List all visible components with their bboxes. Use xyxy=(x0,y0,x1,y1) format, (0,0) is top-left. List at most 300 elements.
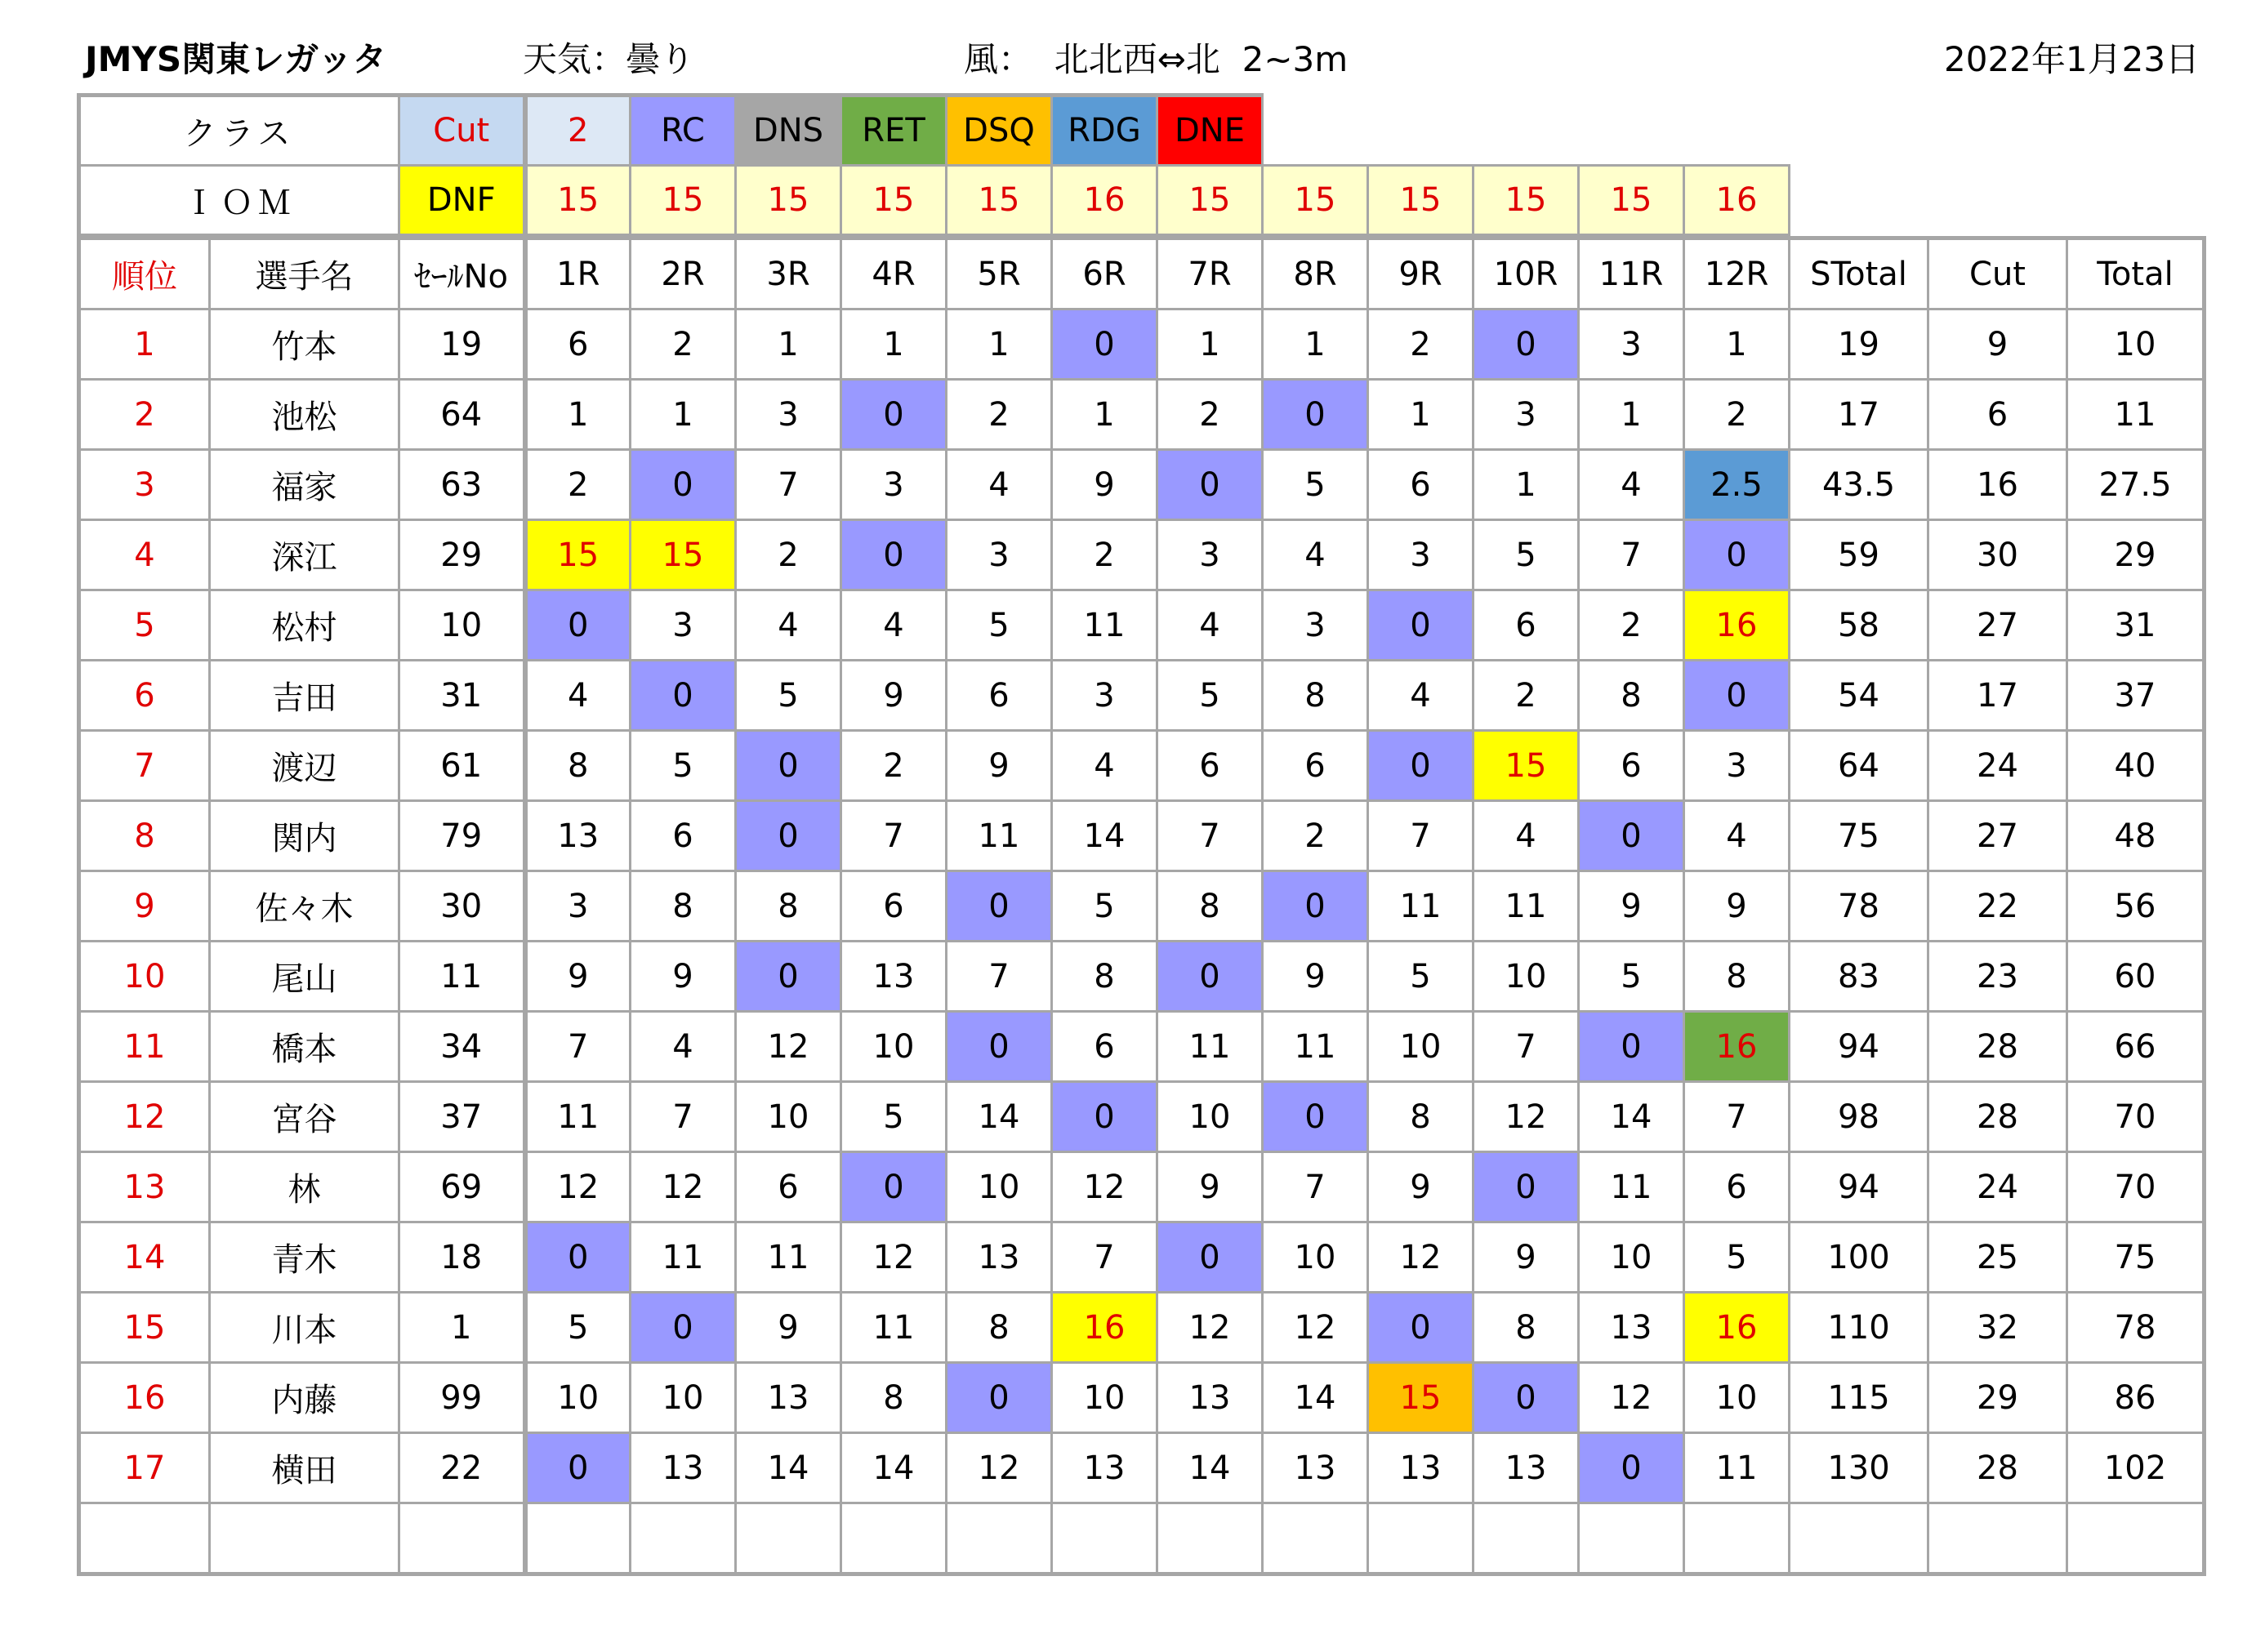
sailor-name-cell: 松村 xyxy=(210,590,399,661)
race-score-cell: 1 xyxy=(1579,380,1684,450)
race-score-cell: 0 xyxy=(631,450,736,520)
race-score-cell: 3 xyxy=(1263,590,1368,661)
table-row xyxy=(79,1363,2205,1433)
race-score-cell: 13 xyxy=(1052,1433,1157,1503)
legend-race-points: 15 xyxy=(631,166,736,235)
race-score-cell: 4 xyxy=(841,590,947,661)
race-score-cell: 10 xyxy=(1157,1082,1263,1152)
rank-cell: 8 xyxy=(79,801,210,871)
rank-cell: 6 xyxy=(79,661,210,731)
legend-row-iom xyxy=(79,166,1790,235)
race-score-cell: 0 xyxy=(1684,661,1790,731)
stotal-cell: 115 xyxy=(1790,1363,1928,1433)
total-cell: 70 xyxy=(2067,1152,2205,1222)
rank-cell: 5 xyxy=(79,590,210,661)
race-score-cell: 0 xyxy=(1368,1293,1474,1363)
legend-code-2: 2 xyxy=(525,96,631,166)
empty-cell xyxy=(525,1503,631,1574)
race-score-cell: 4 xyxy=(525,661,631,731)
sailor-name-cell: 宮谷 xyxy=(210,1082,399,1152)
cut-total-cell: 27 xyxy=(1928,590,2067,661)
race-score-cell: 14 xyxy=(1263,1363,1368,1433)
sail-number-cell: 79 xyxy=(399,801,525,871)
race-score-cell: 13 xyxy=(1263,1433,1368,1503)
race-score-cell: 3 xyxy=(1052,661,1157,731)
rank-cell: 13 xyxy=(79,1152,210,1222)
race-score-cell: 9 xyxy=(1579,871,1684,942)
race-score-cell: 0 xyxy=(947,1363,1052,1433)
race-score-cell: 13 xyxy=(1474,1433,1579,1503)
race-score-cell: 1 xyxy=(1157,309,1263,380)
race-score-cell: 0 xyxy=(947,871,1052,942)
race-score-cell: 5 xyxy=(736,661,841,731)
race-score-cell: 0 xyxy=(631,661,736,731)
stotal-cell: 17 xyxy=(1790,380,1928,450)
column-header: 選手名 xyxy=(210,238,399,309)
empty-cell xyxy=(841,1503,947,1574)
race-score-cell: 0 xyxy=(1368,590,1474,661)
stotal-cell: 19 xyxy=(1790,309,1928,380)
sailor-name-cell: 関内 xyxy=(210,801,399,871)
race-score-cell: 8 xyxy=(1474,1293,1579,1363)
column-header: Cut xyxy=(1928,238,2067,309)
race-score-cell: 0 xyxy=(841,380,947,450)
race-score-cell: 0 xyxy=(1052,309,1157,380)
race-score-cell: 9 xyxy=(1263,942,1368,1012)
race-score-cell: 12 xyxy=(1263,1293,1368,1363)
race-score-cell: 13 xyxy=(631,1433,736,1503)
race-score-cell: 7 xyxy=(1368,801,1474,871)
iom-label: ＩＯＭ xyxy=(79,166,399,235)
table-row xyxy=(79,450,2205,520)
rank-cell: 1 xyxy=(79,309,210,380)
sailor-name-cell: 佐々木 xyxy=(210,871,399,942)
race-score-cell: 11 xyxy=(1368,871,1474,942)
rank-cell: 17 xyxy=(79,1433,210,1503)
race-score-cell: 5 xyxy=(1579,942,1684,1012)
race-score-cell: 0 xyxy=(525,590,631,661)
race-score-cell: 4 xyxy=(736,590,841,661)
table-row xyxy=(79,871,2205,942)
sailor-name-cell: 横田 xyxy=(210,1433,399,1503)
race-score-cell: 5 xyxy=(525,1293,631,1363)
race-score-cell: 13 xyxy=(736,1363,841,1433)
race-score-cell: 11 xyxy=(736,1222,841,1293)
race-score-cell: 2 xyxy=(1263,801,1368,871)
cut-total-cell: 16 xyxy=(1928,450,2067,520)
race-score-cell: 3 xyxy=(1368,520,1474,590)
column-header: 9R xyxy=(1368,238,1474,309)
cut-total-cell: 6 xyxy=(1928,380,2067,450)
total-cell: 31 xyxy=(2067,590,2205,661)
cut-total-cell: 22 xyxy=(1928,871,2067,942)
sail-number-cell: 37 xyxy=(399,1082,525,1152)
legend-code-dne: DNE xyxy=(1157,96,1263,166)
race-score-cell: 2 xyxy=(1052,520,1157,590)
total-cell: 75 xyxy=(2067,1222,2205,1293)
race-score-cell: 9 xyxy=(841,661,947,731)
race-score-cell: 7 xyxy=(1684,1082,1790,1152)
race-score-cell: 10 xyxy=(1474,942,1579,1012)
race-score-cell: 11 xyxy=(947,801,1052,871)
race-score-cell: 2 xyxy=(1474,661,1579,731)
stotal-cell: 94 xyxy=(1790,1152,1928,1222)
rank-cell: 10 xyxy=(79,942,210,1012)
race-score-cell: 0 xyxy=(841,1152,947,1222)
race-score-cell: 14 xyxy=(1579,1082,1684,1152)
race-score-cell: 6 xyxy=(1684,1152,1790,1222)
race-score-cell: 12 xyxy=(631,1152,736,1222)
sailor-name-cell: 竹本 xyxy=(210,309,399,380)
race-score-cell: 14 xyxy=(736,1433,841,1503)
race-score-cell: 15 xyxy=(525,520,631,590)
race-score-cell: 4 xyxy=(1157,590,1263,661)
race-score-cell: 10 xyxy=(947,1152,1052,1222)
cut-total-cell: 29 xyxy=(1928,1363,2067,1433)
legend-code-cut: Cut xyxy=(399,96,525,166)
race-score-cell: 9 xyxy=(947,731,1052,801)
table-row xyxy=(79,1433,2205,1503)
race-score-cell: 6 xyxy=(1474,590,1579,661)
race-score-cell: 9 xyxy=(1052,450,1157,520)
rank-cell: 3 xyxy=(79,450,210,520)
legend-blank xyxy=(1263,96,1368,166)
race-score-cell: 0 xyxy=(1263,1082,1368,1152)
race-score-cell: 11 xyxy=(1684,1433,1790,1503)
column-header: 4R xyxy=(841,238,947,309)
race-score-cell: 0 xyxy=(1579,1433,1684,1503)
cut-total-cell: 9 xyxy=(1928,309,2067,380)
table-row xyxy=(79,1293,2205,1363)
race-score-cell: 14 xyxy=(1052,801,1157,871)
race-score-cell: 13 xyxy=(1579,1293,1684,1363)
sail-number-cell: 11 xyxy=(399,942,525,1012)
stotal-cell: 110 xyxy=(1790,1293,1928,1363)
stotal-cell: 64 xyxy=(1790,731,1928,801)
race-score-cell: 10 xyxy=(1368,1012,1474,1082)
race-score-cell: 4 xyxy=(1579,450,1684,520)
race-score-cell: 4 xyxy=(1368,661,1474,731)
race-score-cell: 5 xyxy=(1052,871,1157,942)
race-score-cell: 10 xyxy=(1579,1222,1684,1293)
legend-code-ret: RET xyxy=(841,96,947,166)
race-score-cell: 5 xyxy=(631,731,736,801)
stotal-cell: 75 xyxy=(1790,801,1928,871)
total-cell: 29 xyxy=(2067,520,2205,590)
cut-total-cell: 32 xyxy=(1928,1293,2067,1363)
race-score-cell: 0 xyxy=(947,1012,1052,1082)
race-score-cell: 9 xyxy=(736,1293,841,1363)
race-score-cell: 8 xyxy=(1368,1082,1474,1152)
column-header: 1R xyxy=(525,238,631,309)
legend-race-points: 15 xyxy=(1157,166,1263,235)
sail-number-cell: 69 xyxy=(399,1152,525,1222)
sail-number-cell: 99 xyxy=(399,1363,525,1433)
total-cell: 86 xyxy=(2067,1363,2205,1433)
sail-number-cell: 19 xyxy=(399,309,525,380)
race-score-cell: 0 xyxy=(736,942,841,1012)
table-row xyxy=(79,1012,2205,1082)
legend-blank xyxy=(1368,96,1474,166)
total-cell: 27.5 xyxy=(2067,450,2205,520)
race-score-cell: 3 xyxy=(1157,520,1263,590)
race-score-cell: 6 xyxy=(525,309,631,380)
legend-race-points: 15 xyxy=(1263,166,1368,235)
sailor-name-cell: 橋本 xyxy=(210,1012,399,1082)
sail-number-cell: 61 xyxy=(399,731,525,801)
race-score-cell: 7 xyxy=(1157,801,1263,871)
total-cell: 56 xyxy=(2067,871,2205,942)
race-score-cell: 5 xyxy=(841,1082,947,1152)
cut-total-cell: 25 xyxy=(1928,1222,2067,1293)
race-score-cell: 6 xyxy=(1579,731,1684,801)
race-score-cell: 0 xyxy=(1368,731,1474,801)
total-cell: 70 xyxy=(2067,1082,2205,1152)
race-score-cell: 14 xyxy=(841,1433,947,1503)
cut-total-cell: 28 xyxy=(1928,1012,2067,1082)
race-score-cell: 11 xyxy=(631,1222,736,1293)
sail-number-cell: 10 xyxy=(399,590,525,661)
race-score-cell: 5 xyxy=(1157,661,1263,731)
race-score-cell: 3 xyxy=(736,380,841,450)
race-score-cell: 12 xyxy=(1474,1082,1579,1152)
table-row xyxy=(79,520,2205,590)
rank-cell: 11 xyxy=(79,1012,210,1082)
empty-cell xyxy=(947,1503,1052,1574)
table-row xyxy=(79,1222,2205,1293)
race-score-cell: 3 xyxy=(841,450,947,520)
race-score-cell: 1 xyxy=(1474,450,1579,520)
table-row xyxy=(79,1082,2205,1152)
column-header: 10R xyxy=(1474,238,1579,309)
cut-total-cell: 28 xyxy=(1928,1433,2067,1503)
race-score-cell: 12 xyxy=(1052,1152,1157,1222)
race-score-cell: 7 xyxy=(1579,520,1684,590)
race-score-cell: 16 xyxy=(1684,590,1790,661)
sailor-name-cell: 深江 xyxy=(210,520,399,590)
table-row xyxy=(79,661,2205,731)
sail-number-cell: 1 xyxy=(399,1293,525,1363)
empty-cell xyxy=(1368,1503,1474,1574)
race-score-cell: 0 xyxy=(525,1222,631,1293)
race-score-cell: 3 xyxy=(1474,380,1579,450)
column-header: 11R xyxy=(1579,238,1684,309)
column-header: 2R xyxy=(631,238,736,309)
table-row xyxy=(79,801,2205,871)
empty-cell xyxy=(1790,1503,1928,1574)
race-score-cell: 2 xyxy=(1579,590,1684,661)
total-cell: 40 xyxy=(2067,731,2205,801)
empty-cell xyxy=(399,1503,525,1574)
event-date: 2022年1月23日 xyxy=(1944,39,2200,79)
stotal-cell: 98 xyxy=(1790,1082,1928,1152)
total-cell: 60 xyxy=(2067,942,2205,1012)
race-score-cell: 2 xyxy=(947,380,1052,450)
rank-cell: 7 xyxy=(79,731,210,801)
sailor-name-cell: 青木 xyxy=(210,1222,399,1293)
race-score-cell: 9 xyxy=(1157,1152,1263,1222)
race-score-cell: 11 xyxy=(1474,871,1579,942)
class-label: クラス xyxy=(79,96,399,166)
column-header: 6R xyxy=(1052,238,1157,309)
race-score-cell: 12 xyxy=(1579,1363,1684,1433)
race-score-cell: 10 xyxy=(1263,1222,1368,1293)
legend-race-points: 15 xyxy=(1579,166,1684,235)
results-header-row xyxy=(79,238,2205,309)
table-row xyxy=(79,942,2205,1012)
sailor-name-cell: 内藤 xyxy=(210,1363,399,1433)
stotal-cell: 59 xyxy=(1790,520,1928,590)
race-score-cell: 0 xyxy=(841,520,947,590)
empty-cell xyxy=(1928,1503,2067,1574)
race-score-cell: 6 xyxy=(1157,731,1263,801)
sailor-name-cell: 福家 xyxy=(210,450,399,520)
rank-cell: 16 xyxy=(79,1363,210,1433)
race-score-cell: 2 xyxy=(1684,380,1790,450)
race-score-cell: 8 xyxy=(631,871,736,942)
sailor-name-cell: 池松 xyxy=(210,380,399,450)
rank-cell: 12 xyxy=(79,1082,210,1152)
race-score-cell: 16 xyxy=(1684,1012,1790,1082)
stotal-cell: 58 xyxy=(1790,590,1928,661)
race-score-cell: 10 xyxy=(525,1363,631,1433)
race-score-cell: 2 xyxy=(1157,380,1263,450)
legend-row-class xyxy=(79,96,1790,166)
race-score-cell: 15 xyxy=(1474,731,1579,801)
race-score-cell: 11 xyxy=(525,1082,631,1152)
race-score-cell: 9 xyxy=(1474,1222,1579,1293)
race-score-cell: 4 xyxy=(631,1012,736,1082)
rank-cell: 15 xyxy=(79,1293,210,1363)
race-score-cell: 11 xyxy=(1263,1012,1368,1082)
race-score-cell: 1 xyxy=(525,380,631,450)
race-score-cell: 8 xyxy=(947,1293,1052,1363)
legend-race-points: 15 xyxy=(947,166,1052,235)
legend-code-rdg: RDG xyxy=(1052,96,1157,166)
empty-cell xyxy=(210,1503,399,1574)
table-row xyxy=(79,590,2205,661)
race-score-cell: 1 xyxy=(631,380,736,450)
race-score-cell: 6 xyxy=(631,801,736,871)
race-score-cell: 4 xyxy=(1684,801,1790,871)
race-score-cell: 3 xyxy=(1579,309,1684,380)
race-score-cell: 12 xyxy=(525,1152,631,1222)
empty-cell xyxy=(1684,1503,1790,1574)
race-score-cell: 5 xyxy=(1263,450,1368,520)
race-score-cell: 7 xyxy=(631,1082,736,1152)
race-score-cell: 9 xyxy=(1684,871,1790,942)
race-score-cell: 10 xyxy=(1052,1363,1157,1433)
column-header: 3R xyxy=(736,238,841,309)
race-score-cell: 0 xyxy=(1157,942,1263,1012)
rank-cell: 2 xyxy=(79,380,210,450)
column-header: 8R xyxy=(1263,238,1368,309)
legend-code-dns: DNS xyxy=(736,96,841,166)
legend-blank xyxy=(1474,96,1579,166)
cut-total-cell: 24 xyxy=(1928,1152,2067,1222)
race-score-cell: 5 xyxy=(1368,942,1474,1012)
race-score-cell: 9 xyxy=(631,942,736,1012)
race-score-cell: 8 xyxy=(1579,661,1684,731)
race-score-cell: 6 xyxy=(1263,731,1368,801)
race-score-cell: 8 xyxy=(1684,942,1790,1012)
race-score-cell: 0 xyxy=(1474,1152,1579,1222)
race-score-cell: 7 xyxy=(736,450,841,520)
race-score-cell: 11 xyxy=(1157,1012,1263,1082)
race-score-cell: 4 xyxy=(1474,801,1579,871)
legend-blank xyxy=(1579,96,1684,166)
legend-table xyxy=(77,93,1790,236)
race-score-cell: 3 xyxy=(525,871,631,942)
race-score-cell: 3 xyxy=(947,520,1052,590)
race-score-cell: 13 xyxy=(947,1222,1052,1293)
race-score-cell: 0 xyxy=(1157,450,1263,520)
empty-cell xyxy=(631,1503,736,1574)
sail-number-cell: 29 xyxy=(399,520,525,590)
race-score-cell: 4 xyxy=(947,450,1052,520)
stotal-cell: 43.5 xyxy=(1790,450,1928,520)
race-score-cell: 8 xyxy=(736,871,841,942)
rank-cell: 14 xyxy=(79,1222,210,1293)
cut-total-cell: 27 xyxy=(1928,801,2067,871)
stotal-cell: 100 xyxy=(1790,1222,1928,1293)
empty-cell xyxy=(1052,1503,1157,1574)
race-score-cell: 1 xyxy=(1368,380,1474,450)
race-score-cell: 9 xyxy=(525,942,631,1012)
legend-race-points: 15 xyxy=(1368,166,1474,235)
legend-race-points: 15 xyxy=(1474,166,1579,235)
table-row xyxy=(79,380,2205,450)
race-score-cell: 15 xyxy=(631,520,736,590)
rank-cell: 9 xyxy=(79,871,210,942)
race-score-cell: 12 xyxy=(1368,1222,1474,1293)
race-score-cell: 11 xyxy=(1052,590,1157,661)
race-score-cell: 14 xyxy=(1157,1433,1263,1503)
race-score-cell: 2 xyxy=(841,731,947,801)
race-score-cell: 5 xyxy=(947,590,1052,661)
total-cell: 10 xyxy=(2067,309,2205,380)
empty-cell xyxy=(1579,1503,1684,1574)
race-score-cell: 1 xyxy=(1263,309,1368,380)
race-score-cell: 16 xyxy=(1052,1293,1157,1363)
column-header: 12R xyxy=(1684,238,1790,309)
race-score-cell: 2 xyxy=(1368,309,1474,380)
sailor-name-cell: 林 xyxy=(210,1152,399,1222)
column-header: ｾｰﾙNo xyxy=(399,238,525,309)
race-score-cell: 1 xyxy=(841,309,947,380)
race-score-cell: 6 xyxy=(1052,1012,1157,1082)
race-score-cell: 10 xyxy=(841,1012,947,1082)
race-score-cell: 3 xyxy=(631,590,736,661)
empty-cell xyxy=(79,1503,210,1574)
race-score-cell: 12 xyxy=(736,1012,841,1082)
race-score-cell: 10 xyxy=(736,1082,841,1152)
race-score-cell: 12 xyxy=(1157,1293,1263,1363)
race-score-cell: 7 xyxy=(525,1012,631,1082)
race-score-cell: 7 xyxy=(1474,1012,1579,1082)
race-score-cell: 7 xyxy=(1052,1222,1157,1293)
total-cell: 102 xyxy=(2067,1433,2205,1503)
rank-cell: 4 xyxy=(79,520,210,590)
sailor-name-cell: 吉田 xyxy=(210,661,399,731)
race-score-cell: 5 xyxy=(1684,1222,1790,1293)
race-score-cell: 2 xyxy=(525,450,631,520)
race-score-cell: 2 xyxy=(736,520,841,590)
sail-number-cell: 22 xyxy=(399,1433,525,1503)
race-score-cell: 11 xyxy=(1579,1152,1684,1222)
race-score-cell: 0 xyxy=(1579,801,1684,871)
cut-total-cell: 24 xyxy=(1928,731,2067,801)
